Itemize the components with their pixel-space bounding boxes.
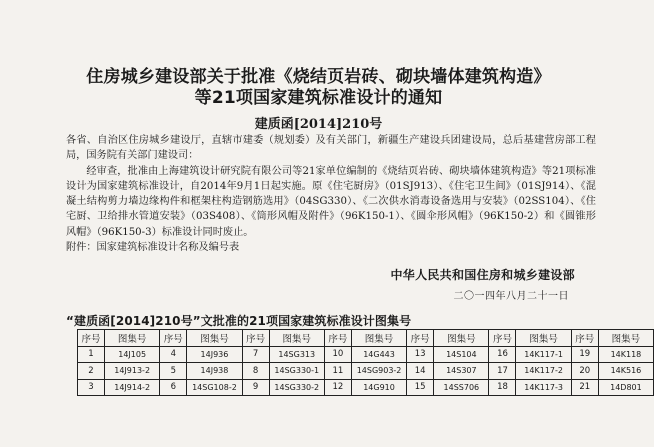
- header-cell: 序号: [407, 330, 434, 347]
- notice-title-line2: 等21项国家建筑标准设计的通知: [194, 88, 443, 108]
- table-cell: 14J914-2: [105, 379, 160, 396]
- header-cell: 图集号: [105, 330, 160, 347]
- table-row: [78, 379, 654, 396]
- table-cell: 14S307: [434, 363, 489, 380]
- table-cell: 3: [78, 379, 105, 396]
- table-cell: 13: [407, 346, 434, 363]
- table-cell: 14J936: [187, 346, 242, 363]
- header-cell: 序号: [571, 330, 598, 347]
- table-cell: 21: [571, 379, 598, 396]
- table-cell: 9: [242, 379, 269, 396]
- table-cell: 14K117-3: [516, 379, 571, 396]
- table-cell: 16: [489, 346, 516, 363]
- header-cell: 序号: [160, 330, 187, 347]
- table-cell: 7: [242, 346, 269, 363]
- attachment-line: 附件：国家建筑标准设计名称及编号表: [66, 242, 240, 254]
- table-cell: 15: [407, 379, 434, 396]
- table-cell: 4: [160, 346, 187, 363]
- table-cell: 18: [489, 379, 516, 396]
- header-cell: 图集号: [351, 330, 406, 347]
- table-cell: 14SG313: [269, 346, 324, 363]
- issue-date: 二〇一四年八月二十一日: [453, 291, 569, 302]
- table-cell: 14SG330-1: [269, 363, 324, 380]
- table-row: [78, 346, 654, 363]
- document-number: 建质函[2014]210号: [254, 117, 383, 132]
- header-cell: 图集号: [516, 330, 571, 347]
- table-cell: 14S104: [434, 346, 489, 363]
- table-cell: 6: [160, 379, 187, 396]
- issuing-authority: 中华人民共和国住房和城乡建设部: [390, 268, 575, 282]
- header-cell: 序号: [324, 330, 351, 347]
- table-cell: 14: [407, 363, 434, 380]
- table-cell: 14D801: [598, 379, 653, 396]
- table-cell: 20: [571, 363, 598, 380]
- atlas-number-table: [77, 329, 654, 396]
- table-cell: 14K117-2: [516, 363, 571, 380]
- header-cell: 图集号: [434, 330, 489, 347]
- table-cell: 14SS706: [434, 379, 489, 396]
- table-cell: 14J105: [105, 346, 160, 363]
- table-cell: 14J938: [187, 363, 242, 380]
- table-title: “建质函[2014]210号”文批准的21项国家建筑标准设计图集号: [66, 314, 412, 328]
- header-cell: 图集号: [598, 330, 653, 347]
- table-cell: 14G443: [351, 346, 406, 363]
- table-cell: 2: [78, 363, 105, 380]
- table-cell: 5: [160, 363, 187, 380]
- table-cell: 10: [324, 346, 351, 363]
- table-cell: 1: [78, 346, 105, 363]
- table-cell: 19: [571, 346, 598, 363]
- table-header-row: [78, 330, 654, 347]
- header-cell: 图集号: [269, 330, 324, 347]
- table-cell: 17: [489, 363, 516, 380]
- table-cell: 14J913-2: [105, 363, 160, 380]
- table-row: [78, 363, 654, 380]
- addressees-paragraph: 各省、自治区住房城乡建设厅，直辖市建委（规划委）及有关部门，新疆生产建设兵团建设局，总后基建营房部工程局，国务院有关部门建设司：: [66, 135, 596, 162]
- table-cell: 11: [324, 363, 351, 380]
- table-cell: 14G910: [351, 379, 406, 396]
- notice-body: [66, 133, 596, 255]
- header-cell: 序号: [242, 330, 269, 347]
- table-cell: 14SG330-2: [269, 379, 324, 396]
- notice-title-line1: 住房城乡建设部关于批准《烧结页岩砖、砌块墙体建筑构造》: [86, 67, 551, 87]
- header-cell: 序号: [489, 330, 516, 347]
- table-cell: 14SG903-2: [351, 363, 406, 380]
- header-cell: 图集号: [187, 330, 242, 347]
- table-cell: 14SG108-2: [187, 379, 242, 396]
- table-cell: 14K117-1: [516, 346, 571, 363]
- table-cell: 14K516: [598, 363, 653, 380]
- header-cell: 序号: [78, 330, 105, 347]
- table-cell: 8: [242, 363, 269, 380]
- table-cell: 12: [324, 379, 351, 396]
- table-cell: 14K118: [598, 346, 653, 363]
- main-paragraph: 经审查，批准由上海建筑设计研究院有限公司等21家单位编制的《烧结页岩砖、砌块墙体建筑构造》等21项标准设计为国家建筑标准设计，自2014年9月1日起实施。原《住宅厨房》（01SJ913）、《住宅卫生间》（01SJ914）、《混凝土结构剪力墙边缘构件和框架柱构造钢筋选用》（04SG330）、《二次供水消毒设备选用与安装》（02SS104）、《住宅厨、卫给排水管道安装》（03S408）、《筒形风帽及附件》（96K150-1）、《圆伞形风帽》（96K150-2）和《圆锥形风帽》（96K150-3）标准设计同时废止。: [66, 165, 596, 238]
